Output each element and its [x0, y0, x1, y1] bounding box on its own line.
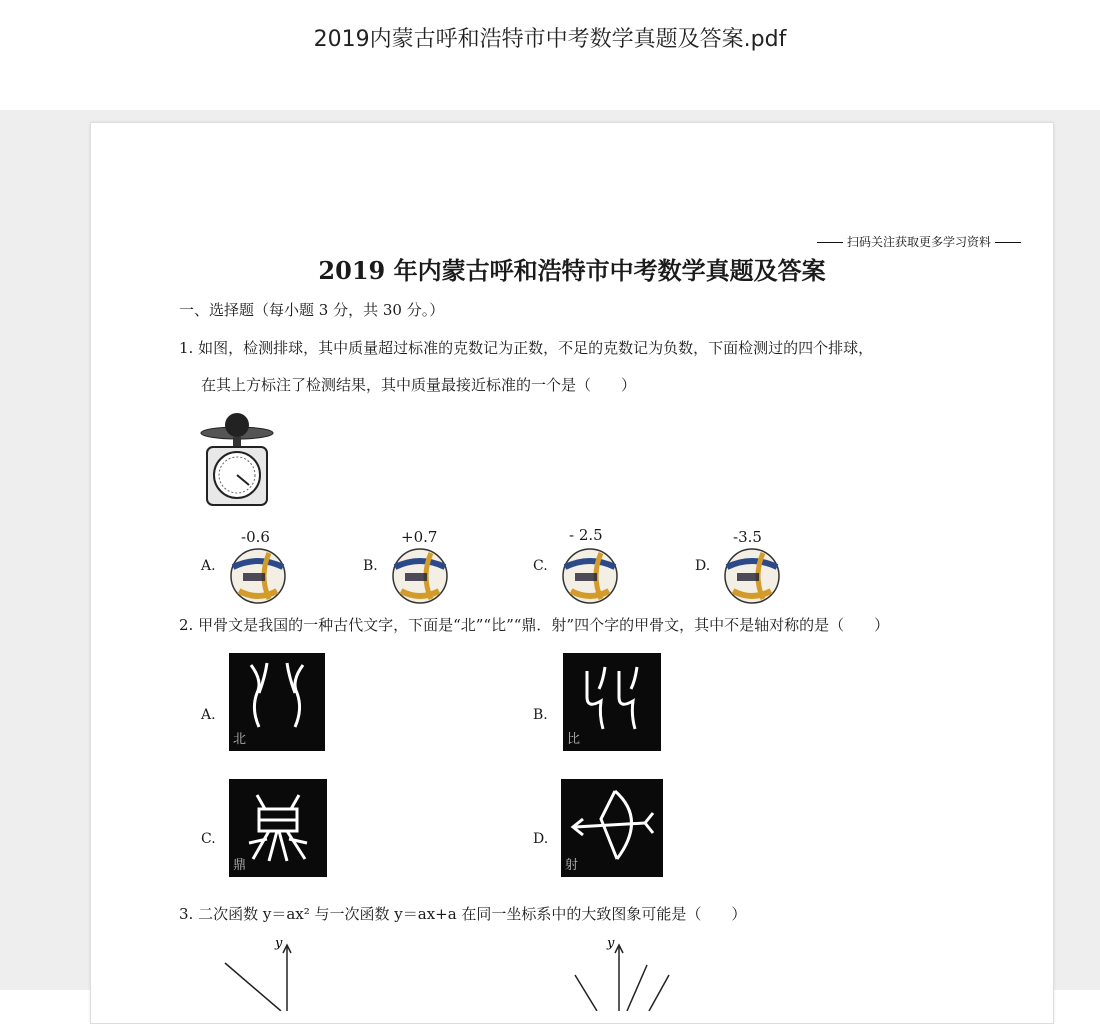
- q1-text-line2: 在其上方标注了检测结果，其中质量最接近标准的一个是（ ）: [201, 376, 637, 394]
- q1-option-a-value: -0.6: [241, 528, 270, 546]
- q3-text: 3. 二次函数 y＝ax² 与一次函数 y＝ax+a 在同一坐标系中的大致图象可能是（ ）: [179, 905, 747, 923]
- glyph-caption: 比: [567, 732, 581, 747]
- document-viewer[interactable]: [0, 110, 1100, 990]
- graph-axis-y-label: y: [275, 936, 283, 951]
- document-title: 2019 年内蒙古呼和浩特市中考数学真题及答案: [318, 256, 826, 285]
- oracle-glyph-she: [561, 779, 663, 877]
- q1-option-d-label: D.: [695, 558, 711, 574]
- graph-option-b: [557, 935, 677, 1011]
- scale-image: [199, 411, 275, 509]
- q1-option-b-label: B.: [363, 558, 378, 574]
- volleyball-icon: [391, 547, 449, 605]
- oracle-glyph-bei: [229, 653, 325, 751]
- q1-option-d-value: -3.5: [733, 528, 762, 546]
- volleyball-icon: [723, 547, 781, 605]
- header-rule-left: [817, 242, 843, 243]
- viewer-header: [0, 0, 1100, 110]
- q2-text: 2. 甲骨文是我国的一种古代文字，下面是“北”“比”“鼎．射”四个字的甲骨文，其中不是轴对称的是（ ）: [179, 616, 890, 634]
- glyph-caption: 北: [233, 732, 247, 747]
- q1-option-c-value: - 2.5: [569, 526, 603, 544]
- pdf-page: [90, 122, 1054, 1024]
- header-rule-right: [995, 242, 1021, 243]
- q2-option-a-label: A.: [201, 707, 216, 723]
- q1-option-b-value: +0.7: [401, 528, 438, 546]
- volleyball-icon: [229, 547, 287, 605]
- q2-option-c-label: C.: [201, 831, 216, 847]
- graph-axis-y-label: y: [607, 936, 615, 951]
- graph-option-a: [221, 935, 321, 1011]
- glyph-caption: 射: [565, 858, 579, 873]
- header-note: [813, 233, 1025, 250]
- q1-option-a-label: A.: [201, 558, 216, 574]
- q2-option-b-label: B.: [533, 707, 548, 723]
- header-note-text: 扫码关注获取更多学习资料: [846, 235, 991, 249]
- glyph-caption: 鼎: [233, 858, 247, 873]
- volleyball-icon: [561, 547, 619, 605]
- q2-option-d-label: D.: [533, 831, 549, 847]
- q1-option-c-label: C.: [533, 558, 548, 574]
- q1-text-line1: 1. 如图，检测排球，其中质量超过标准的克数记为正数，不足的克数记为负数，下面检测过的四个排球，: [179, 339, 874, 357]
- oracle-glyph-ding: [229, 779, 327, 877]
- oracle-glyph-bi: [563, 653, 661, 751]
- file-title: 2019内蒙古呼和浩特市中考数学真题及答案.pdf: [313, 27, 787, 52]
- section-heading: 一、选择题（每小题 3 分，共 30 分。）: [179, 301, 445, 319]
